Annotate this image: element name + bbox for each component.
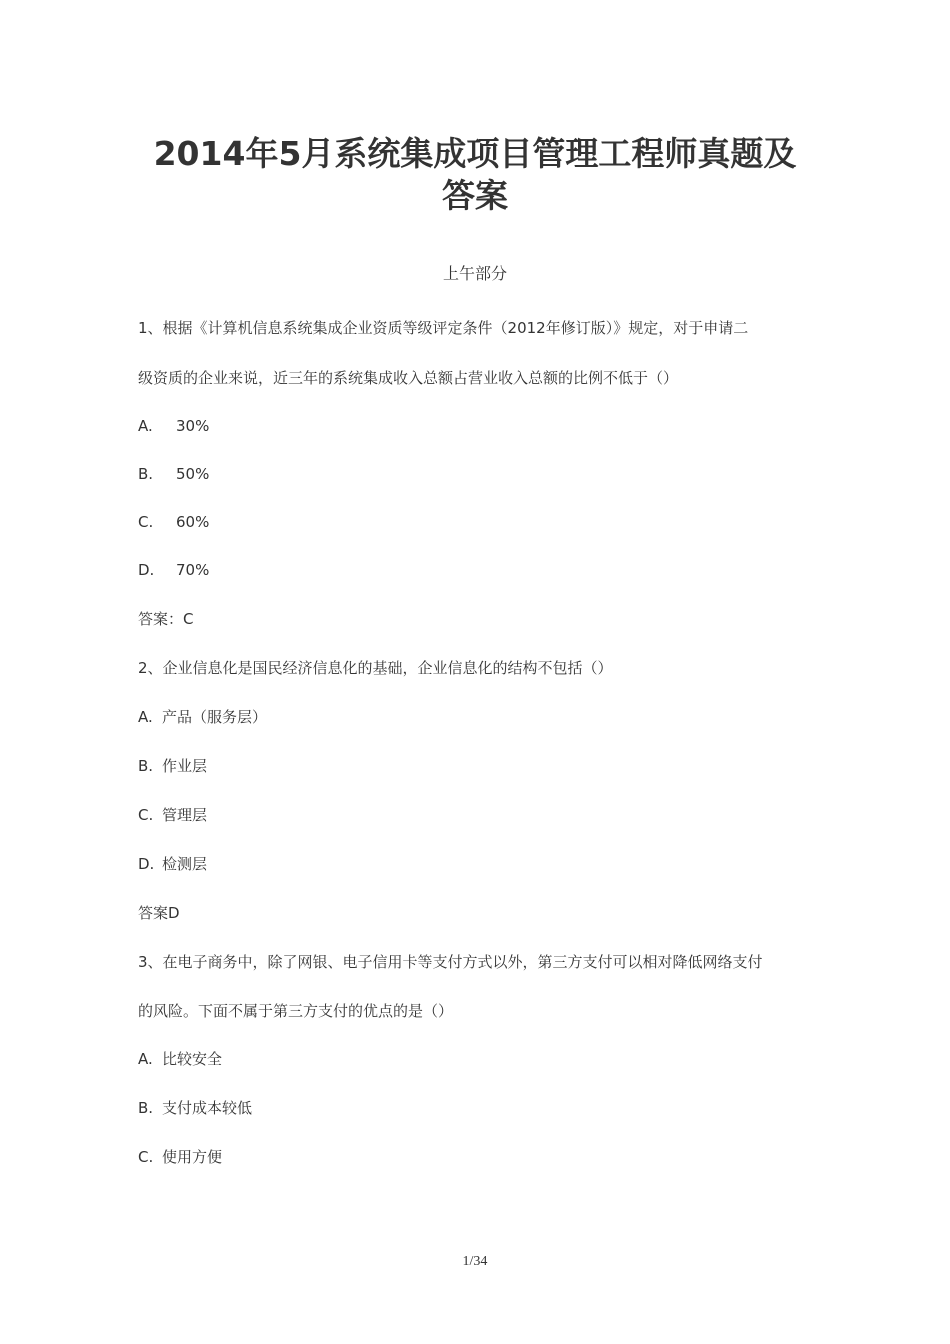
- option-label: A.: [138, 708, 153, 726]
- option-label: A.: [138, 1050, 153, 1068]
- option-text: 检测层: [162, 855, 208, 873]
- option-label: C.: [138, 806, 154, 824]
- question-3-option-b: [138, 1098, 252, 1118]
- question-2-option-d: [138, 854, 207, 874]
- option-text: 作业层: [162, 757, 208, 775]
- option-text: 70%: [176, 561, 210, 579]
- option-label: D.: [138, 561, 155, 579]
- page-title-line2: 答案: [442, 176, 508, 215]
- option-text: 比较安全: [162, 1050, 223, 1068]
- option-text: 50%: [176, 465, 210, 483]
- question-2-option-b: [138, 756, 207, 776]
- option-text: 60%: [176, 513, 210, 531]
- option-text: 管理层: [162, 806, 208, 824]
- option-label: C.: [138, 513, 154, 531]
- question-1-option-c: [138, 512, 209, 532]
- question-3-line1: 3、在电子商务中，除了网银、电子信用卡等支付方式以外，第三方支付可以相对降低网络支付: [138, 953, 763, 971]
- option-label: A.: [138, 417, 153, 435]
- question-3-option-a: [138, 1049, 222, 1069]
- question-1-option-b: [138, 464, 209, 484]
- question-1-line2: 级资质的企业来说，近三年的系统集成收入总额占营业收入总额的比例不低于（）: [138, 369, 679, 387]
- question-2-option-c: [138, 805, 207, 825]
- question-1-answer: 答案：C: [138, 610, 194, 628]
- page-title-line1: 2014年5月系统集成项目管理工程师真题及: [153, 134, 797, 173]
- option-label: B.: [138, 757, 154, 775]
- question-2-line1: 2、企业信息化是国民经济信息化的基础，企业信息化的结构不包括（）: [138, 659, 613, 677]
- question-3-option-c: [138, 1147, 222, 1167]
- question-1-option-d: [138, 560, 209, 580]
- option-text: 30%: [176, 417, 210, 435]
- option-text: 产品（服务层）: [162, 708, 268, 726]
- question-2-answer: 答案D: [138, 904, 180, 922]
- option-text: 使用方便: [162, 1148, 223, 1166]
- option-label: B.: [138, 1099, 154, 1117]
- option-text: 支付成本较低: [162, 1099, 253, 1117]
- question-2-option-a: [138, 707, 267, 727]
- section-heading: 上午部分: [442, 264, 507, 283]
- question-1-line1: 1、根据《计算机信息系统集成企业资质等级评定条件（2012年修订版）》规定，对于申请二: [138, 319, 749, 337]
- option-label: B.: [138, 465, 154, 483]
- page-number: 1/34: [462, 1254, 488, 1269]
- question-1-option-a: [138, 416, 209, 436]
- option-label: D.: [138, 855, 155, 873]
- question-3-line2: 的风险。下面不属于第三方支付的优点的是（）: [138, 1002, 454, 1020]
- option-label: C.: [138, 1148, 154, 1166]
